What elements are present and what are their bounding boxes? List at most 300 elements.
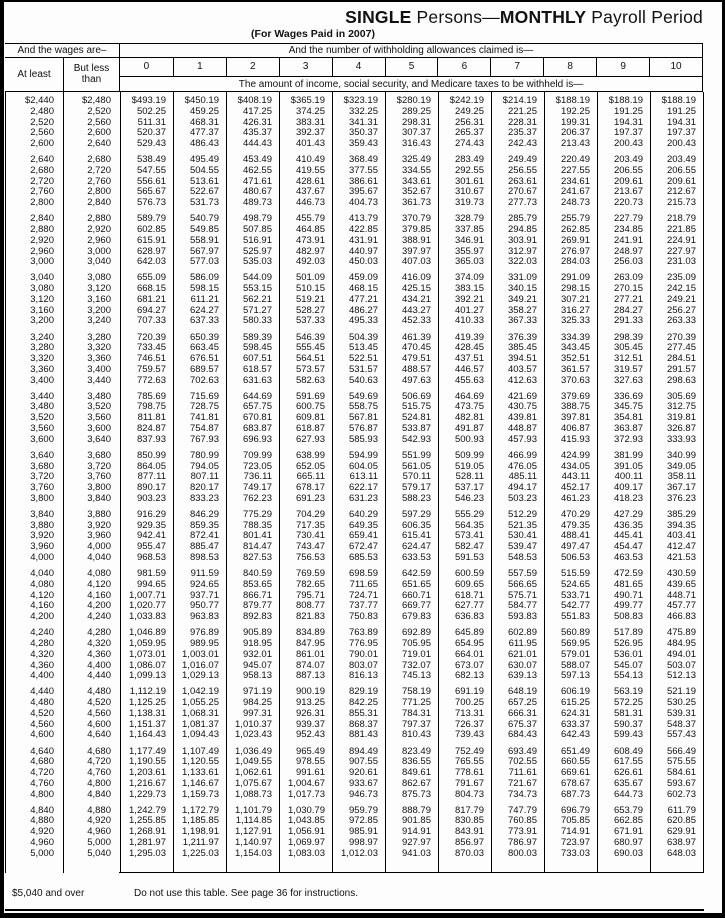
withholding-amount: 875.73 <box>401 789 431 800</box>
withholding-amount: 289.25 <box>401 106 431 117</box>
withholding-amount: 593.83 <box>507 612 537 623</box>
withholding-amount: 480.67 <box>242 187 272 198</box>
wage-at-least: 4,840 <box>30 805 54 816</box>
withholding-amount: 723.05 <box>242 461 272 472</box>
withholding-amount: 546.23 <box>454 493 484 504</box>
withholding-amount: 298.39 <box>613 332 643 343</box>
withholding-amount: 439.65 <box>666 579 696 590</box>
withholding-amount: 847.95 <box>295 639 325 650</box>
table-row <box>5 827 703 838</box>
withholding-amount: 492.03 <box>295 257 325 268</box>
withholding-amount: 418.23 <box>613 493 643 504</box>
withholding-amount: 733.45 <box>136 343 166 354</box>
withholding-amount: 797.37 <box>401 719 431 730</box>
withholding-amount: 530.41 <box>507 531 537 542</box>
withholding-amount: 242.15 <box>666 284 696 295</box>
table-row <box>5 730 703 741</box>
withholding-amount: 724.71 <box>348 590 378 601</box>
withholding-amount: 455.63 <box>454 375 484 386</box>
withholding-amount: 194.31 <box>613 117 643 128</box>
wage-at-least: 2,720 <box>30 176 54 187</box>
withholding-amount: 582.47 <box>454 542 484 553</box>
withholding-amount: 431.91 <box>348 235 378 246</box>
withholding-amount: 200.43 <box>613 139 643 149</box>
withholding-amount: 965.49 <box>295 746 325 757</box>
withholding-amount: 497.63 <box>401 375 431 386</box>
wage-but-less-than: 4,480 <box>87 687 111 698</box>
withholding-amount: 599.43 <box>613 730 643 741</box>
withholding-amount: 426.31 <box>242 117 272 128</box>
withholding-amount: 440.97 <box>348 246 378 257</box>
withholding-amount: 924.65 <box>189 579 219 590</box>
wage-at-least: 4,680 <box>30 757 54 768</box>
wage-at-least: 4,200 <box>30 612 54 623</box>
withholding-amount: 830.85 <box>454 816 484 827</box>
withholding-amount: 874.07 <box>295 660 325 671</box>
withholding-amount: 1,081.37 <box>182 719 219 730</box>
wage-but-less-than: 3,200 <box>87 305 111 316</box>
withholding-amount: 713.31 <box>454 708 484 719</box>
table-row <box>5 177 703 188</box>
withholding-amount: 736.11 <box>243 472 272 483</box>
withholding-amount: 310.67 <box>454 187 484 198</box>
withholding-amount: 303.91 <box>507 235 537 246</box>
withholding-amount: 435.37 <box>242 128 272 139</box>
withholding-amount: 489.73 <box>242 198 272 209</box>
withholding-amount: 556.61 <box>136 176 166 187</box>
withholding-amount: 531.57 <box>348 364 378 375</box>
withholding-amount: 696.93 <box>242 434 272 445</box>
table-row <box>5 424 703 435</box>
withholding-amount: 689.57 <box>189 364 219 375</box>
withholding-amount: 1,068.31 <box>182 708 219 719</box>
wage-at-least: 4,120 <box>30 590 54 601</box>
withholding-amount: 630.07 <box>507 660 537 671</box>
withholding-amount: 584.61 <box>666 768 696 779</box>
withholding-amount: 269.91 <box>560 235 590 246</box>
withholding-amount: 611.95 <box>508 639 537 650</box>
withholding-amount: 754.87 <box>189 423 219 434</box>
withholding-amount: 194.31 <box>666 117 696 128</box>
withholding-amount: 437.67 <box>295 187 325 198</box>
table-bottom-rule <box>119 872 703 873</box>
wage-at-least: 4,880 <box>30 816 54 827</box>
table-row <box>5 376 703 387</box>
withholding-amount: 212.67 <box>666 187 696 198</box>
wage-but-less-than: 3,440 <box>87 375 111 386</box>
withholding-amount: 256.31 <box>454 117 484 128</box>
wage-but-less-than: 4,320 <box>87 639 111 650</box>
withholding-amount: 762.23 <box>242 493 272 504</box>
wage-but-less-than: 3,240 <box>87 316 111 327</box>
wage-but-less-than: 3,280 <box>87 332 111 343</box>
withholding-amount: 1,075.67 <box>235 778 272 789</box>
withholding-amount: 662.85 <box>613 816 643 827</box>
withholding-amount: 248.73 <box>560 198 590 209</box>
wage-but-less-than: 3,560 <box>87 413 111 424</box>
withholding-amount: 743.47 <box>295 542 325 553</box>
withholding-amount: 376.23 <box>666 493 696 504</box>
withholding-amount: 400.11 <box>614 472 643 483</box>
withholding-amount: 485.11 <box>508 472 537 483</box>
withholding-amount: 1,094.43 <box>182 730 219 741</box>
withholding-amount: 856.97 <box>454 837 484 848</box>
wage-at-least: 2,880 <box>30 225 54 236</box>
withholding-amount: 604.05 <box>348 461 378 472</box>
table-row <box>5 365 703 376</box>
table-row <box>5 816 703 827</box>
withholding-amount: 984.25 <box>242 698 272 709</box>
withholding-amount: 346.91 <box>454 235 484 246</box>
withholding-amount: 659.41 <box>348 531 378 542</box>
withholding-amount: 553.15 <box>242 284 272 295</box>
withholding-amount: 675.37 <box>507 719 537 730</box>
withholding-amount: 464.85 <box>295 225 325 236</box>
withholding-amount: 542.93 <box>401 434 431 445</box>
withholding-amount: 350.37 <box>348 128 378 139</box>
table-row <box>5 214 703 225</box>
withholding-amount: 741.81 <box>189 413 219 424</box>
table-row <box>5 435 703 446</box>
withholding-amount: 606.19 <box>560 687 590 698</box>
withholding-amount: 473.91 <box>295 235 325 246</box>
withholding-amount: 920.61 <box>348 768 378 779</box>
withholding-amount: 504.55 <box>189 165 219 176</box>
withholding-amount: 242.43 <box>507 139 537 149</box>
withholding-amount: 305.69 <box>666 391 696 402</box>
withholding-amount: 780.99 <box>189 450 219 461</box>
withholding-amount: 555.45 <box>295 343 325 354</box>
withholding-amount: 1,107.49 <box>182 746 219 757</box>
table-row <box>5 720 703 731</box>
withholding-amount: 746.51 <box>136 354 166 365</box>
withholding-amount: 609.65 <box>454 579 484 590</box>
withholding-amount: 1,004.67 <box>288 778 325 789</box>
withholding-amount: 678.17 <box>295 483 325 494</box>
wage-at-least: 3,040 <box>30 273 54 284</box>
withholding-amount: 459.09 <box>348 273 378 284</box>
withholding-amount: 1,099.13 <box>129 671 166 682</box>
table-row <box>5 107 703 118</box>
withholding-amount: 633.53 <box>401 552 431 563</box>
withholding-amount: 391.05 <box>613 461 643 472</box>
withholding-amount: 991.61 <box>295 768 325 779</box>
withholding-amount: 502.25 <box>136 106 166 117</box>
withholding-amount: 714.91 <box>560 827 590 838</box>
withholding-amount: 376.39 <box>507 332 537 343</box>
withholding-amount: 486.27 <box>348 305 378 316</box>
withholding-amount: 354.81 <box>613 413 643 424</box>
withholding-amount: 817.79 <box>454 805 484 816</box>
table-row <box>5 413 703 424</box>
wage-but-less-than: 4,640 <box>87 730 111 741</box>
withholding-amount: 866.71 <box>242 590 272 601</box>
wage-but-less-than: 3,640 <box>87 434 111 445</box>
withholding-amount: 403.41 <box>666 531 696 542</box>
withholding-amount: 234.85 <box>613 225 643 236</box>
withholding-amount: 585.93 <box>348 434 378 445</box>
withholding-amount: $188.19 <box>608 96 643 106</box>
withholding-amount: 558.75 <box>348 402 378 413</box>
wage-but-less-than: 2,960 <box>87 235 111 246</box>
withholding-amount: 872.41 <box>189 531 219 542</box>
withholding-amount: 927.97 <box>401 837 431 848</box>
withholding-amount: 334.39 <box>560 332 590 343</box>
withholding-amount: 1,059.95 <box>129 639 166 650</box>
withholding-amount: 627.93 <box>295 434 325 445</box>
withholding-amount: 631.23 <box>348 493 378 504</box>
withholding-amount: 782.65 <box>295 579 325 590</box>
withholding-amount: 732.07 <box>401 660 431 671</box>
withholding-amount: 577.03 <box>189 257 219 268</box>
withholding-amount: 937.71 <box>189 590 219 601</box>
withholding-amount: 918.95 <box>242 639 272 650</box>
withholding-amount: 784.31 <box>401 708 431 719</box>
allowance-col-header-6: 6 <box>437 57 490 76</box>
withholding-amount: 548.53 <box>507 552 537 563</box>
table-row <box>5 569 703 580</box>
withholding-amount: 846.29 <box>189 509 219 520</box>
wage-but-less-than: 3,480 <box>87 391 111 402</box>
withholding-amount: 728.75 <box>189 402 219 413</box>
withholding-amount: 482.81 <box>454 413 484 424</box>
wage-at-least: 2,640 <box>30 155 54 166</box>
table-page <box>4 2 722 913</box>
withholding-amount: 978.55 <box>295 757 325 768</box>
wage-at-least: 3,480 <box>30 402 54 413</box>
withholding-amount: 989.95 <box>189 639 219 650</box>
withholding-amount: 696.79 <box>560 805 590 816</box>
withholding-amount: 914.91 <box>401 827 431 838</box>
withholding-amount: 903.23 <box>136 493 166 504</box>
withholding-amount: 705.95 <box>401 639 431 650</box>
withholding-amount: 609.81 <box>295 413 325 424</box>
wage-but-less-than: 4,760 <box>87 768 111 779</box>
wage-at-least: 3,440 <box>30 391 54 402</box>
wage-but-less-than: 3,760 <box>87 472 111 483</box>
withholding-amount: 679.83 <box>401 612 431 623</box>
withholding-amount: 256.55 <box>507 165 537 176</box>
withholding-amount: 820.17 <box>189 483 219 494</box>
withholding-amount: 911.59 <box>190 569 219 580</box>
withholding-amount: 454.47 <box>613 542 643 553</box>
withholding-amount: 963.83 <box>189 612 219 623</box>
wage-but-less-than: 5,040 <box>87 848 111 859</box>
withholding-amount: 206.55 <box>666 165 696 176</box>
withholding-amount: 509.99 <box>454 450 484 461</box>
withholding-amount: 386.61 <box>348 176 378 187</box>
withholding-amount: 537.33 <box>295 316 325 327</box>
withholding-amount: 707.33 <box>136 316 166 327</box>
wage-at-least: 3,160 <box>30 305 54 316</box>
withholding-amount: 564.35 <box>454 520 484 531</box>
withholding-amount: 482.97 <box>295 246 325 257</box>
withholding-amount: 542.77 <box>560 601 590 612</box>
withholding-amount: 690.03 <box>613 848 643 859</box>
withholding-amount: 340.15 <box>507 284 537 295</box>
withholding-amount: 548.37 <box>666 719 696 730</box>
wage-but-less-than: 4,800 <box>87 778 111 789</box>
withholding-amount: 379.85 <box>401 225 431 236</box>
withholding-amount: 294.85 <box>507 225 537 236</box>
withholding-amount: 994.65 <box>136 579 166 590</box>
withholding-amount: 221.85 <box>666 225 696 236</box>
withholding-amount: 1,083.03 <box>288 848 325 859</box>
table-row <box>5 650 703 661</box>
withholding-amount: 524.81 <box>401 413 431 424</box>
withholding-amount: 773.91 <box>507 827 537 838</box>
at-least-header: At least <box>17 68 51 80</box>
withholding-amount: 544.09 <box>242 273 272 284</box>
withholding-amount: 444.43 <box>242 139 272 149</box>
withholding-amount: 220.49 <box>560 155 590 166</box>
withholding-amount: 471.61 <box>242 176 272 187</box>
withholding-amount: 684.43 <box>507 730 537 741</box>
withholding-amount: 385.45 <box>507 343 537 354</box>
withholding-amount: 508.83 <box>613 612 643 623</box>
wage-at-least: 2,680 <box>30 165 54 176</box>
withholding-amount: 1,056.91 <box>288 827 325 838</box>
withholding-amount: 349.21 <box>507 294 537 305</box>
withholding-amount: 798.75 <box>136 402 166 413</box>
withholding-amount: 499.77 <box>613 601 643 612</box>
table-row <box>5 306 703 317</box>
withholding-amount: 479.51 <box>401 354 431 365</box>
wage-but-less-than: 4,120 <box>87 579 111 590</box>
withholding-amount: 678.67 <box>560 778 590 789</box>
table-row <box>5 494 703 505</box>
withholding-amount: 682.13 <box>454 671 484 682</box>
withholding-amount: 227.79 <box>613 214 643 225</box>
table-row <box>5 118 703 129</box>
table-row <box>5 295 703 306</box>
over-amount-instruction: Do not use this table. See page 36 for instructions. <box>134 888 359 899</box>
wage-at-least: 2,560 <box>30 128 54 139</box>
withholding-amount: 227.55 <box>560 165 590 176</box>
wage-but-less-than: 4,880 <box>87 805 111 816</box>
withholding-amount: 249.49 <box>507 155 537 166</box>
withholding-amount: 283.49 <box>454 155 484 166</box>
wage-but-less-than: 3,360 <box>87 354 111 365</box>
wage-but-less-than: 3,840 <box>87 493 111 504</box>
table-row <box>5 316 703 327</box>
table-row <box>5 747 703 758</box>
withholding-amount: 215.73 <box>666 198 696 209</box>
withholding-amount: 537.17 <box>454 483 484 494</box>
wage-but-less-than: 5,000 <box>87 837 111 848</box>
withholding-amount: 1,281.97 <box>129 837 166 848</box>
withholding-amount: 385.29 <box>666 509 696 520</box>
withholding-amount: 383.15 <box>454 284 484 295</box>
withholding-amount: 749.17 <box>242 483 272 494</box>
withholding-amount: 1,255.85 <box>129 816 166 827</box>
withholding-amount: 576.87 <box>348 423 378 434</box>
withholding-amount: 276.97 <box>560 246 590 257</box>
withholding-amount: 1,125.25 <box>129 698 166 709</box>
withholding-amount: 381.99 <box>613 450 643 461</box>
wage-but-less-than: 2,520 <box>87 106 111 117</box>
withholding-amount: 235.09 <box>666 273 696 284</box>
allowance-col-header-5: 5 <box>385 57 438 76</box>
withholding-amount: 758.19 <box>401 687 431 698</box>
withholding-amount: 745.13 <box>401 671 431 682</box>
table-row <box>5 402 703 413</box>
withholding-amount: 821.83 <box>295 612 325 623</box>
wage-at-least: 2,800 <box>30 198 54 209</box>
withholding-amount: 569.95 <box>560 639 590 650</box>
withholding-amount: 312.51 <box>613 354 643 365</box>
withholding-amount: 1,069.97 <box>288 837 325 848</box>
withholding-amount: 234.61 <box>560 176 590 187</box>
wage-but-less-than: 4,040 <box>87 552 111 563</box>
withholding-amount: 355.97 <box>454 246 484 257</box>
withholding-amount: 926.31 <box>295 708 325 719</box>
table-row <box>5 187 703 198</box>
wage-at-least: 3,880 <box>30 520 54 531</box>
wage-at-least: 3,000 <box>30 257 54 268</box>
withholding-amount: 352.67 <box>401 187 431 198</box>
withholding-amount: 365.03 <box>454 257 484 268</box>
table-row <box>5 580 703 591</box>
withholding-amount: 788.35 <box>242 520 272 531</box>
withholding-amount: 498.79 <box>242 214 272 225</box>
withholding-amount: 842.25 <box>348 698 378 709</box>
but-less-than-header: But less than <box>63 57 120 91</box>
withholding-amount: 1,030.79 <box>288 805 325 816</box>
withholding-amount: 864.05 <box>136 461 166 472</box>
withholding-amount: 535.03 <box>242 257 272 268</box>
withholding-amount: 573.41 <box>454 531 484 542</box>
withholding-amount: 888.79 <box>401 805 431 816</box>
table-row <box>5 166 703 177</box>
wage-at-least: 4,760 <box>30 778 54 789</box>
withholding-amount: 488.57 <box>401 364 431 375</box>
withholding-amount: 719.01 <box>401 649 431 660</box>
withholding-amount: 790.01 <box>348 649 378 660</box>
withholding-amount: 760.85 <box>507 816 537 827</box>
allowance-col-header-3: 3 <box>279 57 332 76</box>
withholding-amount: 192.25 <box>560 106 590 117</box>
table-row <box>5 639 703 650</box>
wage-at-least: 3,400 <box>30 375 54 386</box>
withholding-amount: 663.45 <box>189 343 219 354</box>
table-row <box>5 779 703 790</box>
withholding-amount: 392.37 <box>295 128 325 139</box>
withholding-amount: 370.63 <box>560 375 590 386</box>
withholding-amount: 551.99 <box>401 450 431 461</box>
withholding-amount: 1,154.03 <box>235 848 272 859</box>
withholding-amount: 916.29 <box>136 509 166 520</box>
withholding-amount: 358.11 <box>667 472 696 483</box>
withholding-amount: 575.71 <box>507 590 537 601</box>
withholding-amount: 976.89 <box>189 628 219 639</box>
withholding-amount: 428.45 <box>454 343 484 354</box>
withholding-amount: 843.91 <box>454 827 484 838</box>
withholding-amount: 520.37 <box>136 128 166 139</box>
withholding-amount: 571.27 <box>242 305 272 316</box>
withholding-amount: 529.43 <box>136 139 166 149</box>
withholding-amount: 624.27 <box>189 305 219 316</box>
wage-but-less-than: 4,280 <box>87 628 111 639</box>
withholding-amount: 255.79 <box>560 214 590 225</box>
wage-at-least: 2,480 <box>30 106 54 117</box>
withholding-amount: 531.73 <box>189 198 219 209</box>
withholding-amount: 484.95 <box>666 639 696 650</box>
withholding-amount: 218.79 <box>666 214 696 225</box>
wage-but-less-than: 4,840 <box>87 789 111 800</box>
withholding-amount: 613.11 <box>349 472 378 483</box>
withholding-amount: 424.99 <box>560 450 590 461</box>
